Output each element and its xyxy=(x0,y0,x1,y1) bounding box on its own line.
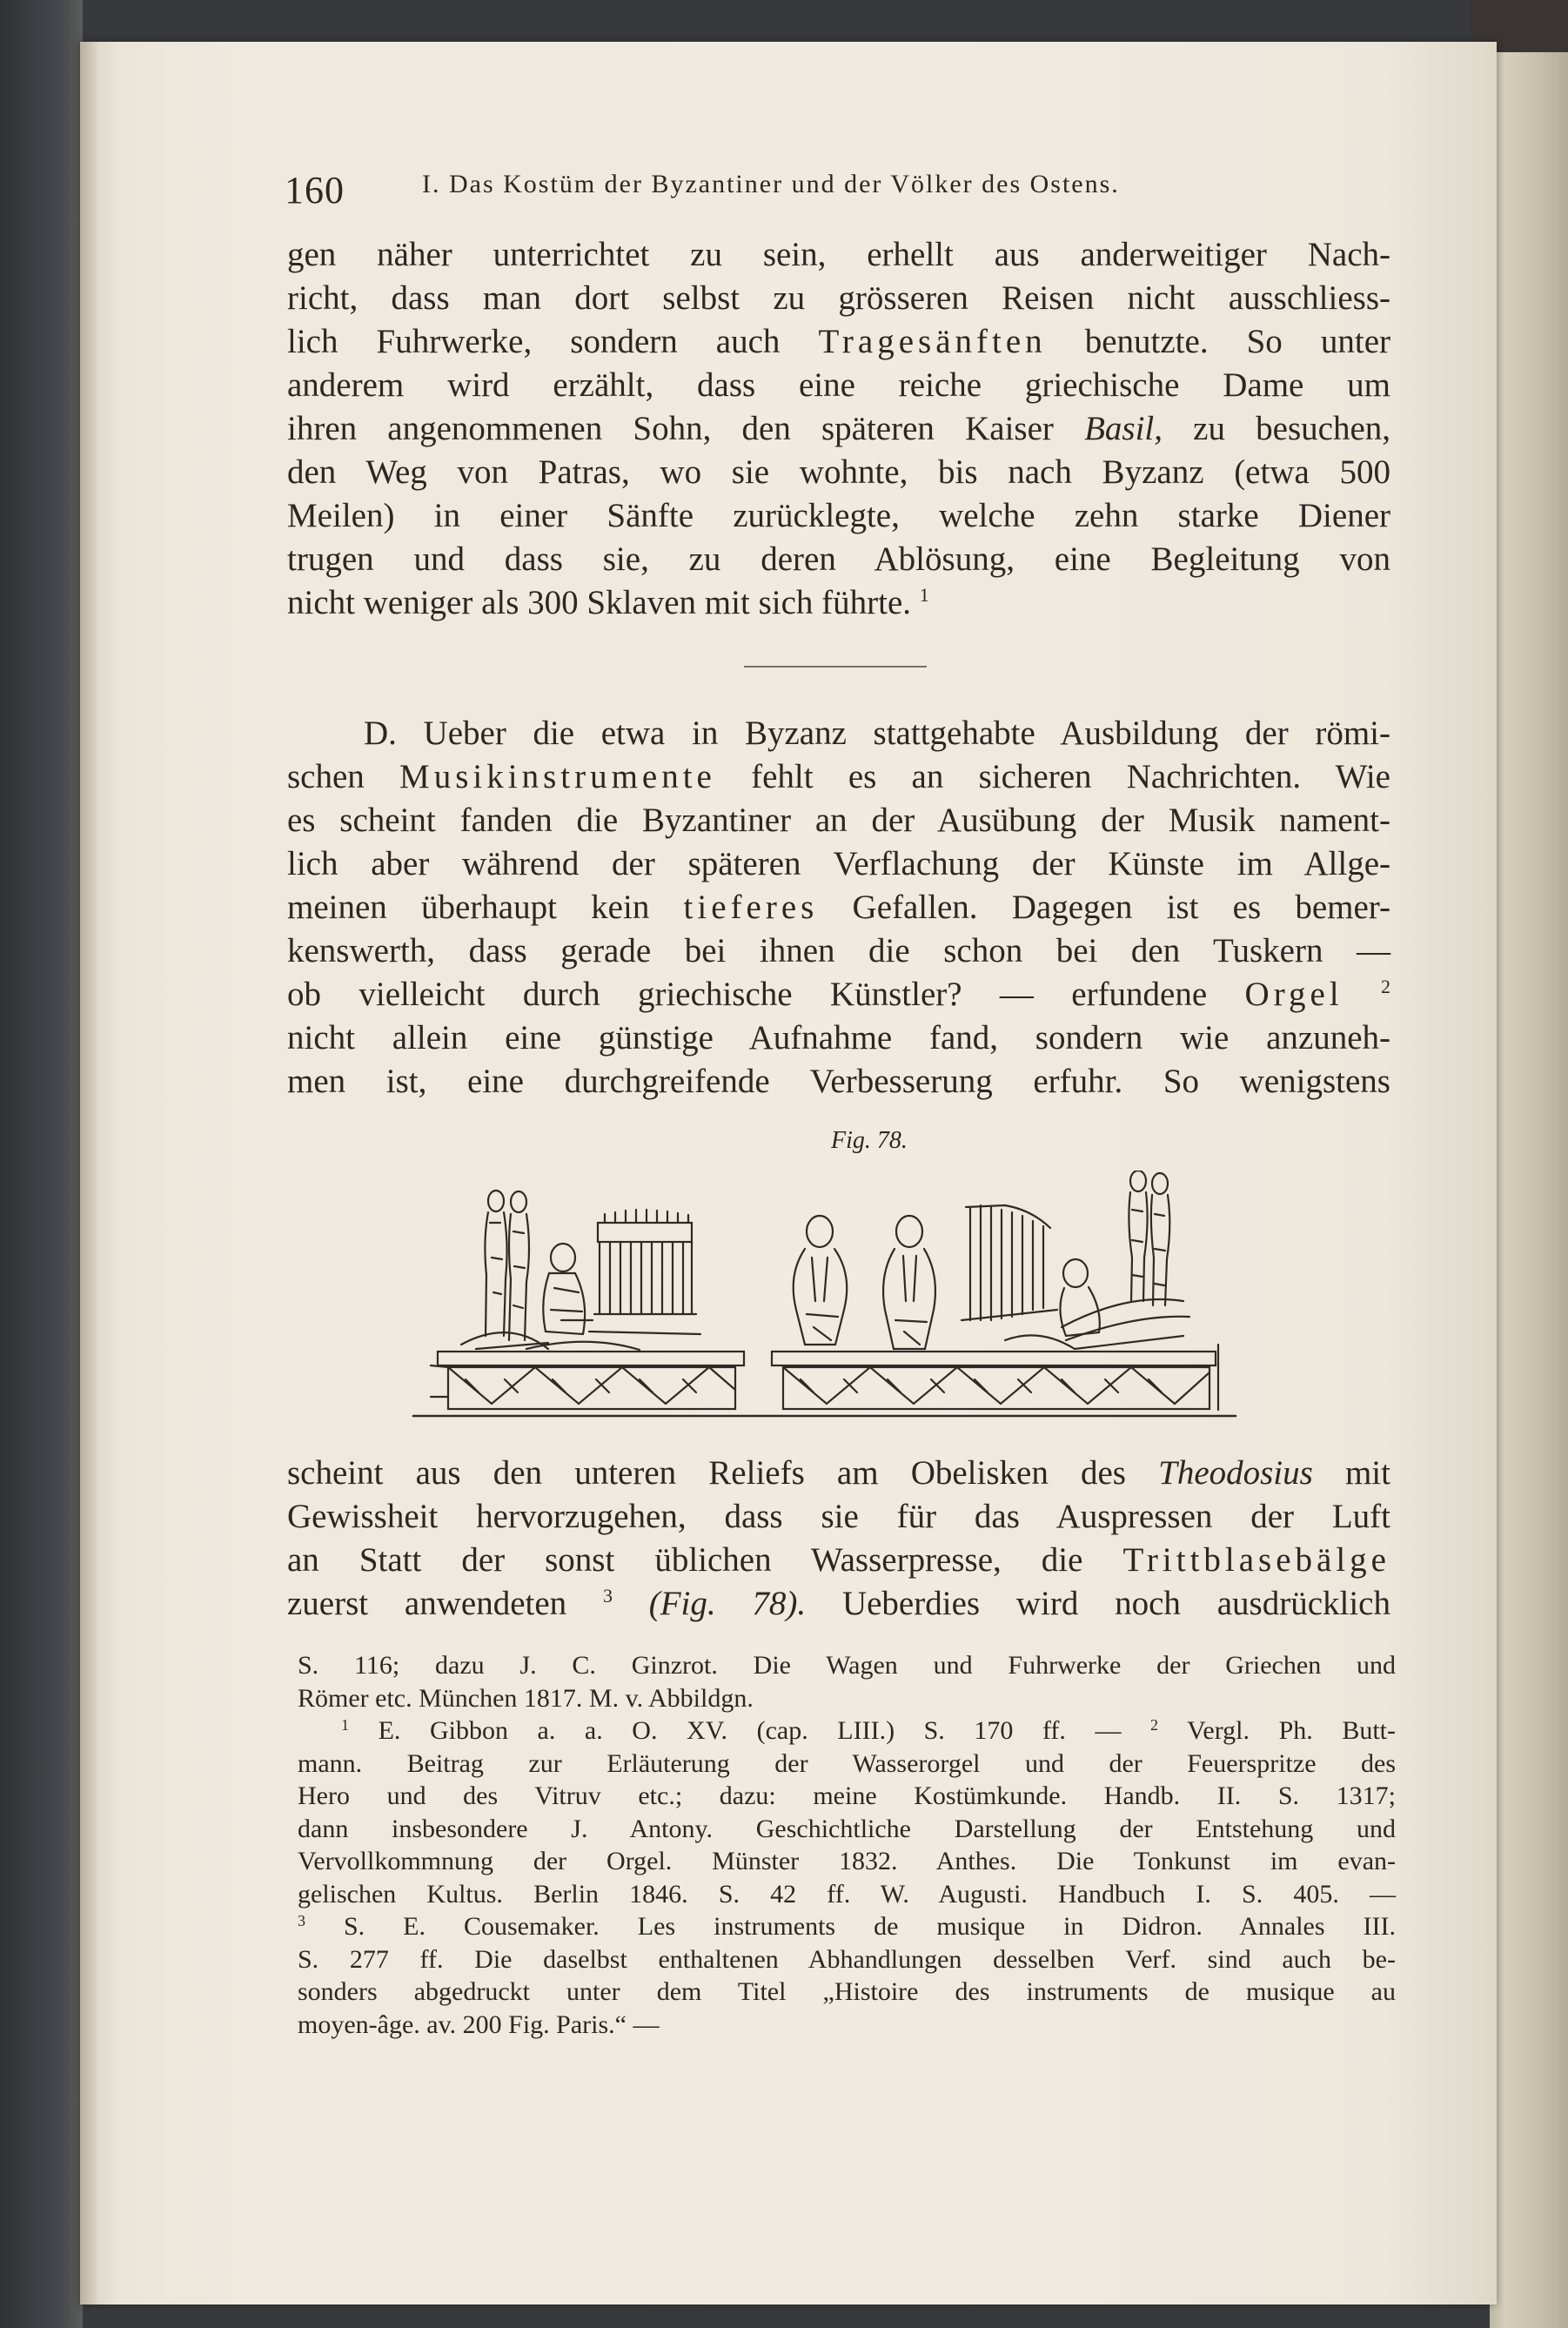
text-line: zuerst anwendeten $^3$ (Fig. 78). Ueberdies wird noch ausdrücklich xyxy=(287,1585,1390,1622)
book-spine-shadow xyxy=(0,0,83,2328)
bellows-left xyxy=(461,1332,640,1350)
footnote-line: $^3$ S. E. Cousemaker. Les instruments de musique in Didron. Annales III. xyxy=(298,1912,1397,1941)
spaced-term: Trittblasebälge xyxy=(1122,1541,1390,1579)
text-line: Gewissheit hervorzugehen, dass sie für das Auspressen der Luft xyxy=(287,1498,1390,1535)
paragraph-2 xyxy=(287,712,1390,1104)
text-line: schen Musikinstrumente fehlt es an sicheren Nachrichten. Wie xyxy=(287,758,1390,795)
page-gutter xyxy=(80,42,99,2305)
platform-left xyxy=(431,1352,744,1409)
text-line: trugen und dass sie, zu deren Ablösung, eine Begleitung von xyxy=(287,540,1390,578)
footnote-line: Vervollkommnung der Orgel. Münster 1832. Anthes. Die Tonkunst im evan- xyxy=(298,1847,1396,1875)
text-line: gen näher unterrichtet zu sein, erhellt aus anderweitiger Nach- xyxy=(287,236,1390,273)
text-line: lich Fuhrwerke, sondern auch Tragesänften benutzte. So unter xyxy=(287,323,1390,360)
paragraph-1 xyxy=(287,233,1390,625)
spaced-term: tieferes xyxy=(683,889,819,926)
praying-figures xyxy=(794,1216,935,1349)
standing-figures-right xyxy=(1129,1171,1169,1305)
footnote-line: dann insbesondere J. Antony. Geschichtliche Darstellung der Entstehung und xyxy=(298,1814,1396,1843)
footnotes xyxy=(298,1649,1396,2041)
footnote-line: sonders abgedruckt unter dem Titel „Histoire des instruments de musique au xyxy=(298,1977,1396,2006)
spaced-term: Tragesänften xyxy=(818,323,1047,360)
text-line: ob vielleicht durch griechische Künstler? — erfundene Orgel $^2$ xyxy=(287,976,1391,1013)
text-line: den Weg von Patras, wo sie wohnte, bis nach Byzanz (etwa 500 xyxy=(287,453,1390,491)
text-line: men ist, eine durchgreifende Verbesserung erfuhr. So wenigstens xyxy=(287,1063,1390,1100)
text-line: D. Ueber die etwa in Byzanz stattgehabte Ausbildung der römi- xyxy=(364,715,1390,752)
italic-name: Theodosius xyxy=(1158,1454,1313,1492)
standing-figures-left xyxy=(485,1191,529,1340)
text-line: kenswerth, dass gerade bei ihnen die schon bei den Tuskern — xyxy=(287,932,1390,969)
text-line: scheint aus den unteren Reliefs am Obelisken des Theodosius mit xyxy=(287,1454,1390,1492)
facing-page-edge xyxy=(1490,0,1568,2328)
text-line: an Statt der sonst üblichen Wasserpresse, die Trittblasebälge xyxy=(287,1541,1390,1579)
organist-left xyxy=(543,1244,593,1334)
footnote-ref: 2 xyxy=(1381,976,1391,997)
paragraph-3 xyxy=(287,1452,1390,1626)
section-divider xyxy=(744,666,927,668)
footnote-ref: 3 xyxy=(602,1585,613,1607)
footnote-line: Römer etc. München 1817. M. v. Abbildgn. xyxy=(298,1683,754,1713)
footnote-line: Hero und des Vitruv etc.; dazu: meine Kostümkunde. Handb. II. S. 1317; xyxy=(298,1781,1396,1810)
spaced-term: Musikinstrumente xyxy=(399,758,716,795)
page-number: 160 xyxy=(285,169,345,211)
footnote-line: S. 116; dazu J. C. Ginzrot. Die Wagen und Fuhrwerke der Griechen und xyxy=(298,1651,1396,1680)
footnote-line: S. 277 ff. Die daselbst enthaltenen Abhandlungen desselben Verf. sind auch be- xyxy=(298,1944,1396,1974)
spaced-term: Orgel xyxy=(1244,976,1344,1013)
figure-caption: Fig. 78. xyxy=(831,1127,908,1154)
text-line: lich aber während der späteren Verflachung der Künste im Allge- xyxy=(287,845,1390,882)
platform-right xyxy=(772,1345,1218,1410)
footnote-line: moyen-âge. av. 200 Fig. Paris.“ — xyxy=(298,2009,660,2039)
text-line: ihren angenommenen Sohn, den späteren Kaiser Basil, zu besuchen, xyxy=(287,410,1390,447)
text-line: es scheint fanden die Byzantiner an der Ausübung der Musik nament- xyxy=(287,802,1390,839)
running-head xyxy=(285,161,1407,213)
footnote-line: $^1$ E. Gibbon a. a. O. XV. (cap. LIII.) S. 170 ff. — $^2$ Vergl. Ph. Butt- xyxy=(341,1716,1396,1745)
text-line: meinen überhaupt kein tieferes Gefallen. Dagegen ist es bemer- xyxy=(287,889,1390,926)
text-line: Meilen) in einer Sänfte zurücklegte, welche zehn starke Diener xyxy=(287,497,1390,534)
running-title: I. Das Kostüm der Byzantiner und der Völker des Ostens. xyxy=(422,170,1120,198)
figure-ref: (Fig. 78). xyxy=(648,1585,807,1622)
footnote-line: mann. Beitrag zur Erläuterung der Wasserorgel und der Feuerspritze des xyxy=(298,1748,1396,1778)
italic-name: Basil, xyxy=(1084,410,1163,447)
organ-pipes-right xyxy=(962,1205,1057,1320)
organ-pipes-left xyxy=(589,1210,700,1334)
footnote-ref: 1 xyxy=(919,584,929,606)
footnote-line: gelischen Kultus. Berlin 1846. S. 42 ff. W. Augusti. Handbuch I. S. 405. — xyxy=(298,1879,1396,1909)
organ-relief-illustration xyxy=(396,1171,1249,1423)
text-line: richt, dass man dort selbst zu grösseren Reisen nicht ausschliess- xyxy=(287,279,1390,317)
text-line: nicht allein eine günstige Aufnahme fand, sondern wie anzuneh- xyxy=(287,1019,1390,1057)
text-line: anderem wird erzählt, dass eine reiche griechische Dame um xyxy=(287,366,1390,404)
text-line: nicht weniger als 300 Sklaven mit sich führte. $^1$ xyxy=(287,584,929,621)
